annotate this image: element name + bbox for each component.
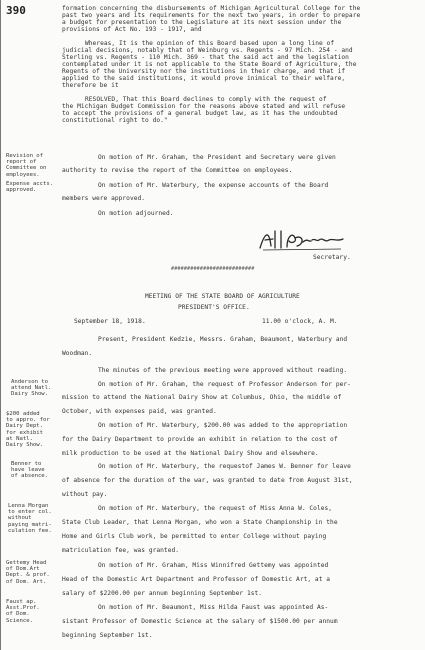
secretary-signature bbox=[257, 228, 347, 252]
margin-note-morgan: Lenna Morgan to enter col. without paying matri- culation fee. bbox=[8, 503, 52, 534]
margin-note-expense: Expense accts. approved. bbox=[6, 181, 54, 194]
motion-line: On motion of Mr. Graham, Miss Winnifred Gettemy was appointed bbox=[98, 562, 329, 569]
signature-title: Secretary. bbox=[313, 254, 351, 261]
motion-line: without pay. bbox=[62, 491, 108, 498]
motion-line: beginning September 1st. bbox=[62, 632, 153, 639]
text-line: provisions of Act No. 193 - 1917, and bbox=[62, 26, 202, 33]
text-line: constitutional right to do." bbox=[62, 117, 168, 124]
meeting-time: 11.00 o'clock, A. M. bbox=[262, 318, 338, 325]
motion-line: salary of $2200.00 per annum beginning September 1st. bbox=[62, 590, 263, 597]
margin-note-revision: Revision of report of Committee on employees. bbox=[6, 153, 47, 178]
text-line: Whereas, It is the opinion of this Board based upon a long line of bbox=[85, 40, 335, 47]
motion-line: On motion of Mr. Waterbury, the request of Miss Anna W. Coles, bbox=[98, 505, 333, 512]
motion-line: sistant Professor of Domestic Science at the salary of $1500.00 per annum bbox=[62, 618, 338, 625]
margin-note-gettemy: Gettemy Head of Dom.Art Dept. & prof. of Dom. Art. bbox=[6, 560, 50, 585]
margin-note-dairy-funds: $200 added to appro. for Dairy Dept. for exhibit at Natl. Dairy Show. bbox=[6, 411, 50, 449]
text-line: the Michigan Budget Commission for the reasons above stated and will refuse bbox=[62, 103, 346, 110]
motion-line: On motion of Mr. Waterbury, the expense accounts of the Board bbox=[98, 182, 329, 189]
motion-line: October, with expenses paid, was granted. bbox=[62, 408, 217, 415]
text-line: to accept the provisions of a general budget law, as it has the undoubted bbox=[62, 110, 338, 117]
motion-line: for the Dairy Department to provide an exhibit in relation to the cost of bbox=[62, 436, 338, 443]
motion-line: On motion of Mr. Waterbury, the requestof James W. Benner for leave bbox=[98, 463, 351, 470]
text-line: Regents of the University nor the institutions in their charge, and that if bbox=[62, 68, 346, 75]
motion-line: mission to attend the National Dairy Show at Columbus, Ohio, the middle of bbox=[62, 394, 342, 401]
motion-line: On motion of Mr. Graham, the President and Secretary were given bbox=[98, 154, 336, 161]
motion-line: authority to revise the report of the Committee on employees. bbox=[62, 167, 293, 174]
motion-line: members were approved. bbox=[62, 195, 146, 202]
motion-line: Head of the Domestic Art Department and Professor of Domestic Art, at a bbox=[62, 576, 331, 583]
adjourned-line: On motion adjourned. bbox=[98, 210, 174, 217]
motion-line: milk production to be used at the National Dairy Show and elsewhere. bbox=[62, 450, 319, 457]
margin-note-benner: Benner to have leave of absence. bbox=[11, 461, 49, 480]
page-number: 390 bbox=[6, 4, 26, 17]
separator-line: ########################## bbox=[171, 266, 255, 272]
text-line: judicial decisions, notably that of Weinburg vs. Regents - 97 Mich. 254 - and bbox=[62, 47, 353, 54]
present-line: Woodman. bbox=[62, 350, 93, 357]
meeting-heading: MEETING OF THE STATE BOARD OF AGRICULTURE bbox=[145, 293, 300, 300]
motion-line: State Club Leader, that Lenna Morgan, who won a State Championship in the bbox=[62, 519, 338, 526]
motion-line: On motion of Mr. Beaumont, Miss Hilda Faust was appointed As- bbox=[98, 604, 329, 611]
text-line: therefore be it bbox=[62, 82, 119, 89]
text-line: RESOLVED, That this Board declines to comply with the request of bbox=[85, 96, 327, 103]
present-line: Present, President Kedzie, Messrs. Graham, Beaumont, Waterbury and bbox=[98, 336, 348, 343]
motion-line: Home and Girls Club work, be permitted to enter College without paying bbox=[62, 533, 327, 540]
motion-line: matriculation fee, was granted. bbox=[62, 547, 180, 554]
meeting-date: September 18, 1918. bbox=[74, 318, 146, 325]
text-line: contemplated under it is not applicable to the State Board of Agriculture, the bbox=[62, 61, 357, 68]
motion-line: of absence for the duration of the war, was granted to date from August 31st, bbox=[62, 477, 353, 484]
text-line: Sterling vs. Regents - 110 Mich. 369 - that the said act and the legislation bbox=[62, 54, 349, 61]
minutes-line: The minutes of the previous meeting were approved without reading. bbox=[98, 367, 348, 374]
margin-note-anderson: Anderson to attend Natl. Dairy Show. bbox=[11, 379, 52, 398]
margin-note-faust: Faust ap. Asst.Prof. of Dom. Science. bbox=[6, 599, 40, 624]
text-line: formation concerning the disbursements of Michigan Agricultural College for the bbox=[62, 5, 361, 12]
meeting-location: PRESIDENT'S OFFICE. bbox=[178, 304, 250, 311]
motion-line: On motion of Mr. Graham, the request of Professor Anderson for per- bbox=[98, 381, 351, 388]
text-line: past two years and its requirements for the next two years, in order to prepare bbox=[62, 12, 361, 19]
motion-line: On motion of Mr. Waterbury, $200.00 was added to the appropriation bbox=[98, 422, 348, 429]
text-line: a budget for presentation to the Legislature at its next session under the bbox=[62, 19, 342, 26]
text-line: applied to the said institutions, it would prove inimical to their welfare, bbox=[62, 75, 346, 82]
